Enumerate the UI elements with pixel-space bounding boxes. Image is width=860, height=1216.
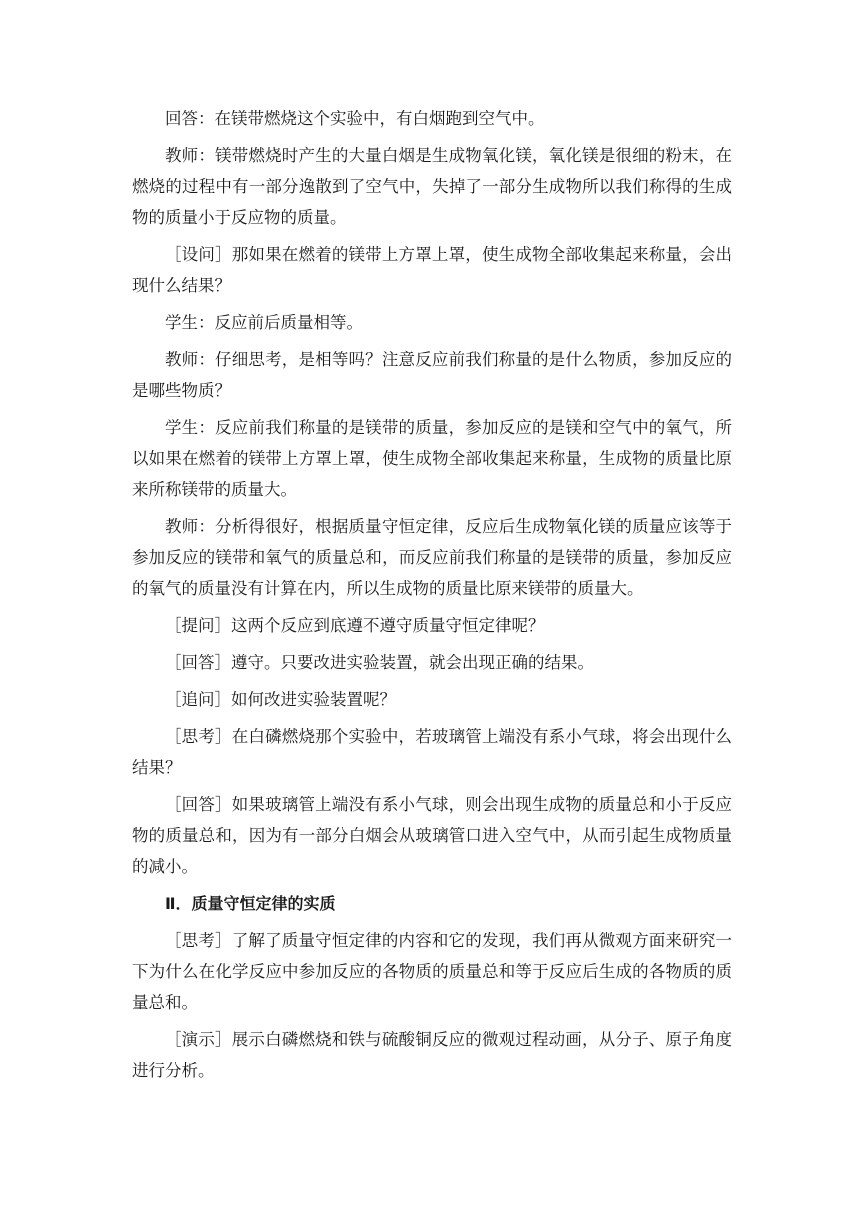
paragraph-teacher-explanation-1: 教师：镁带燃烧时产生的大量白烟是生成物氧化镁，氧化镁是很细的粉末，在燃烧的过程中有一部分逸散到了空气中，失掉了一部分生成物所以我们称得的生成物的质量小于反应物的质量。 [132,146,732,227]
paragraph-teacher-prompt: 教师：仔细思考，是相等吗？注意反应前我们称量的是什么物质，参加反应的是哪些物质？ [132,350,732,400]
paragraph-student-answer-1: 学生：反应前后质量相等。 [165,313,363,332]
paragraph-followup-question: ［追问］如何改进实验装置呢？ [165,690,396,709]
paragraph-question-cover: ［设问］那如果在燃着的镁带上方罩上罩，使生成物全部收集起来称量，会出现什么结果？ [132,245,732,295]
paragraph-teacher-explanation-2: 教师：分析得很好，根据质量守恒定律，反应后生成物氧化镁的质量应该等于参加反应的镁带和氧气的质量总和，而反应前我们称量的是镁带的质量，参加反应的氧气的质量没有计算在内，所以生成物的质量比原来镁带的质量大。 [132,517,732,598]
paragraph-think-phosphorus: ［思考］在白磷燃烧那个实验中，若玻璃管上端没有系小气球，将会出现什么结果？ [132,727,732,777]
paragraph-question-law: ［提问］这两个反应到底遵不遵守质量守恒定律呢？ [165,616,545,635]
paragraph-answer-balloon: ［回答］如果玻璃管上端没有系小气球，则会出现生成物的质量总和小于反应物的质量总和，因为有一部分白烟会从玻璃管口进入空气中，从而引起生成物质量的减小。 [132,795,732,876]
paragraph-answer-law: ［回答］遵守。只要改进实验装置，就会出现正确的结果。 [165,653,594,672]
paragraph-demo: ［演示］展示白磷燃烧和铁与硫酸铜反应的微观过程动画，从分子、原子角度进行分析。 [132,1030,732,1080]
paragraph-answer-magnesium: 回答：在镁带燃烧这个实验中，有白烟跑到空气中。 [165,109,545,128]
paragraph-student-answer-2: 学生：反应前我们称量的是镁带的质量，参加反应的是镁和空气中的氧气，所以如果在燃着的镁带上方罩上罩，使生成物全部收集起来称量，生成物的质量比原来所称镁带的质量大。 [132,418,732,499]
paragraph-think-microscopic: ［思考］了解了质量守恒定律的内容和它的发现，我们再从微观方面来研究一下为什么在化学反应中参加反应的各物质的质量总和等于反应后生成的各物质的质量总和。 [132,931,732,1012]
section-heading: Ⅱ．质量守恒定律的实质 [165,894,336,913]
document-body [132,103,732,1092]
